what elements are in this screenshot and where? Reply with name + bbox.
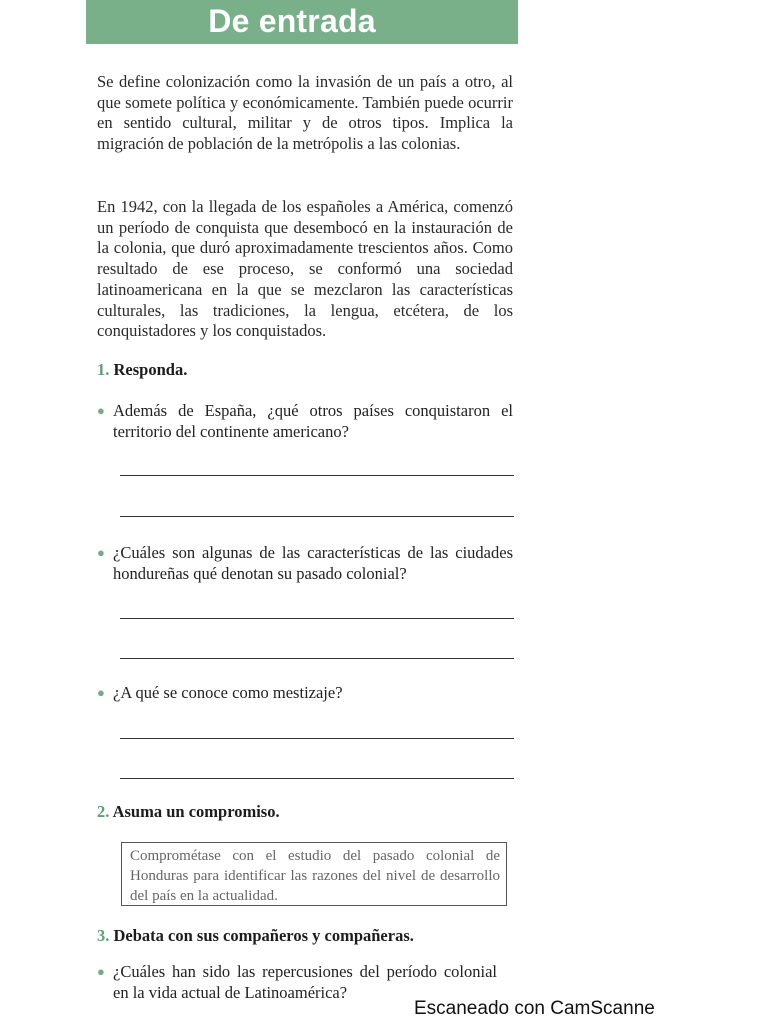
question-1-text: Además de España, ¿qué otros países conquistaron el territorio del continente americano? (113, 401, 513, 441)
section-1-title: Responda. (113, 360, 188, 379)
bullet-icon: ● (97, 545, 105, 560)
commitment-box (121, 842, 507, 906)
section-3-title: Debata con sus compañeros y compañeras. (113, 926, 414, 945)
intro-paragraph-2: En 1942, con la llegada de los españoles a América, comenzó un período de conquista que desembocó en la instauración de la colonia, que duró aproximadamente trescientos años. Como resultado de ese proceso, se conformó una sociedad latinoamericana en la que se mezclaron las características culturales, las tradiciones, la lengua, etcétera, de los conquistadores y los conquistados. (97, 197, 513, 341)
answer-line-2b[interactable] (120, 658, 514, 659)
answer-line-1b[interactable] (120, 516, 514, 517)
section-2-number: 2. (97, 802, 110, 821)
question-2-text: ¿Cuáles son algunas de las características de las ciudades hondureñas qué denotan su pasado colonial? (113, 543, 513, 583)
title-banner (86, 0, 518, 44)
section-1-number: 1. (97, 360, 110, 379)
question-4-text: ¿Cuáles han sido las repercusiones del período colonial en la vida actual de Latinoamérica? (113, 962, 497, 1002)
intro-paragraph-1: Se define colonización como la invasión de un país a otro, al que somete política y económicamente. También puede ocurrir en sentido cultural, militar y de otros tipos. Implica la migración de población de la metrópolis a las colonias. (97, 72, 513, 154)
bullet-icon: ● (97, 685, 105, 700)
question-1 (97, 401, 513, 442)
section-1-heading (97, 360, 187, 380)
page-title: De entrada (208, 3, 376, 39)
section-2-heading (97, 802, 280, 822)
answer-line-3b[interactable] (120, 778, 514, 779)
section-2-title: Asuma un compromiso. (112, 802, 280, 821)
question-3 (97, 683, 513, 704)
answer-line-3a[interactable] (120, 738, 514, 739)
answer-line-2a[interactable] (120, 618, 514, 619)
bullet-icon: ● (97, 403, 105, 418)
commitment-text: Comprométase con el estudio del pasado colonial de Honduras para identificar las razones del nivel de desarrollo del país en la actualidad. (130, 848, 500, 904)
bullet-icon: ● (97, 964, 105, 979)
section-3-number: 3. (97, 926, 110, 945)
scanner-watermark: Escaneado con CamScanne (414, 998, 655, 1019)
section-3-heading (97, 926, 414, 946)
question-2 (97, 543, 513, 584)
question-3-text: ¿A qué se conoce como mestizaje? (113, 683, 343, 702)
answer-line-1a[interactable] (120, 475, 514, 476)
